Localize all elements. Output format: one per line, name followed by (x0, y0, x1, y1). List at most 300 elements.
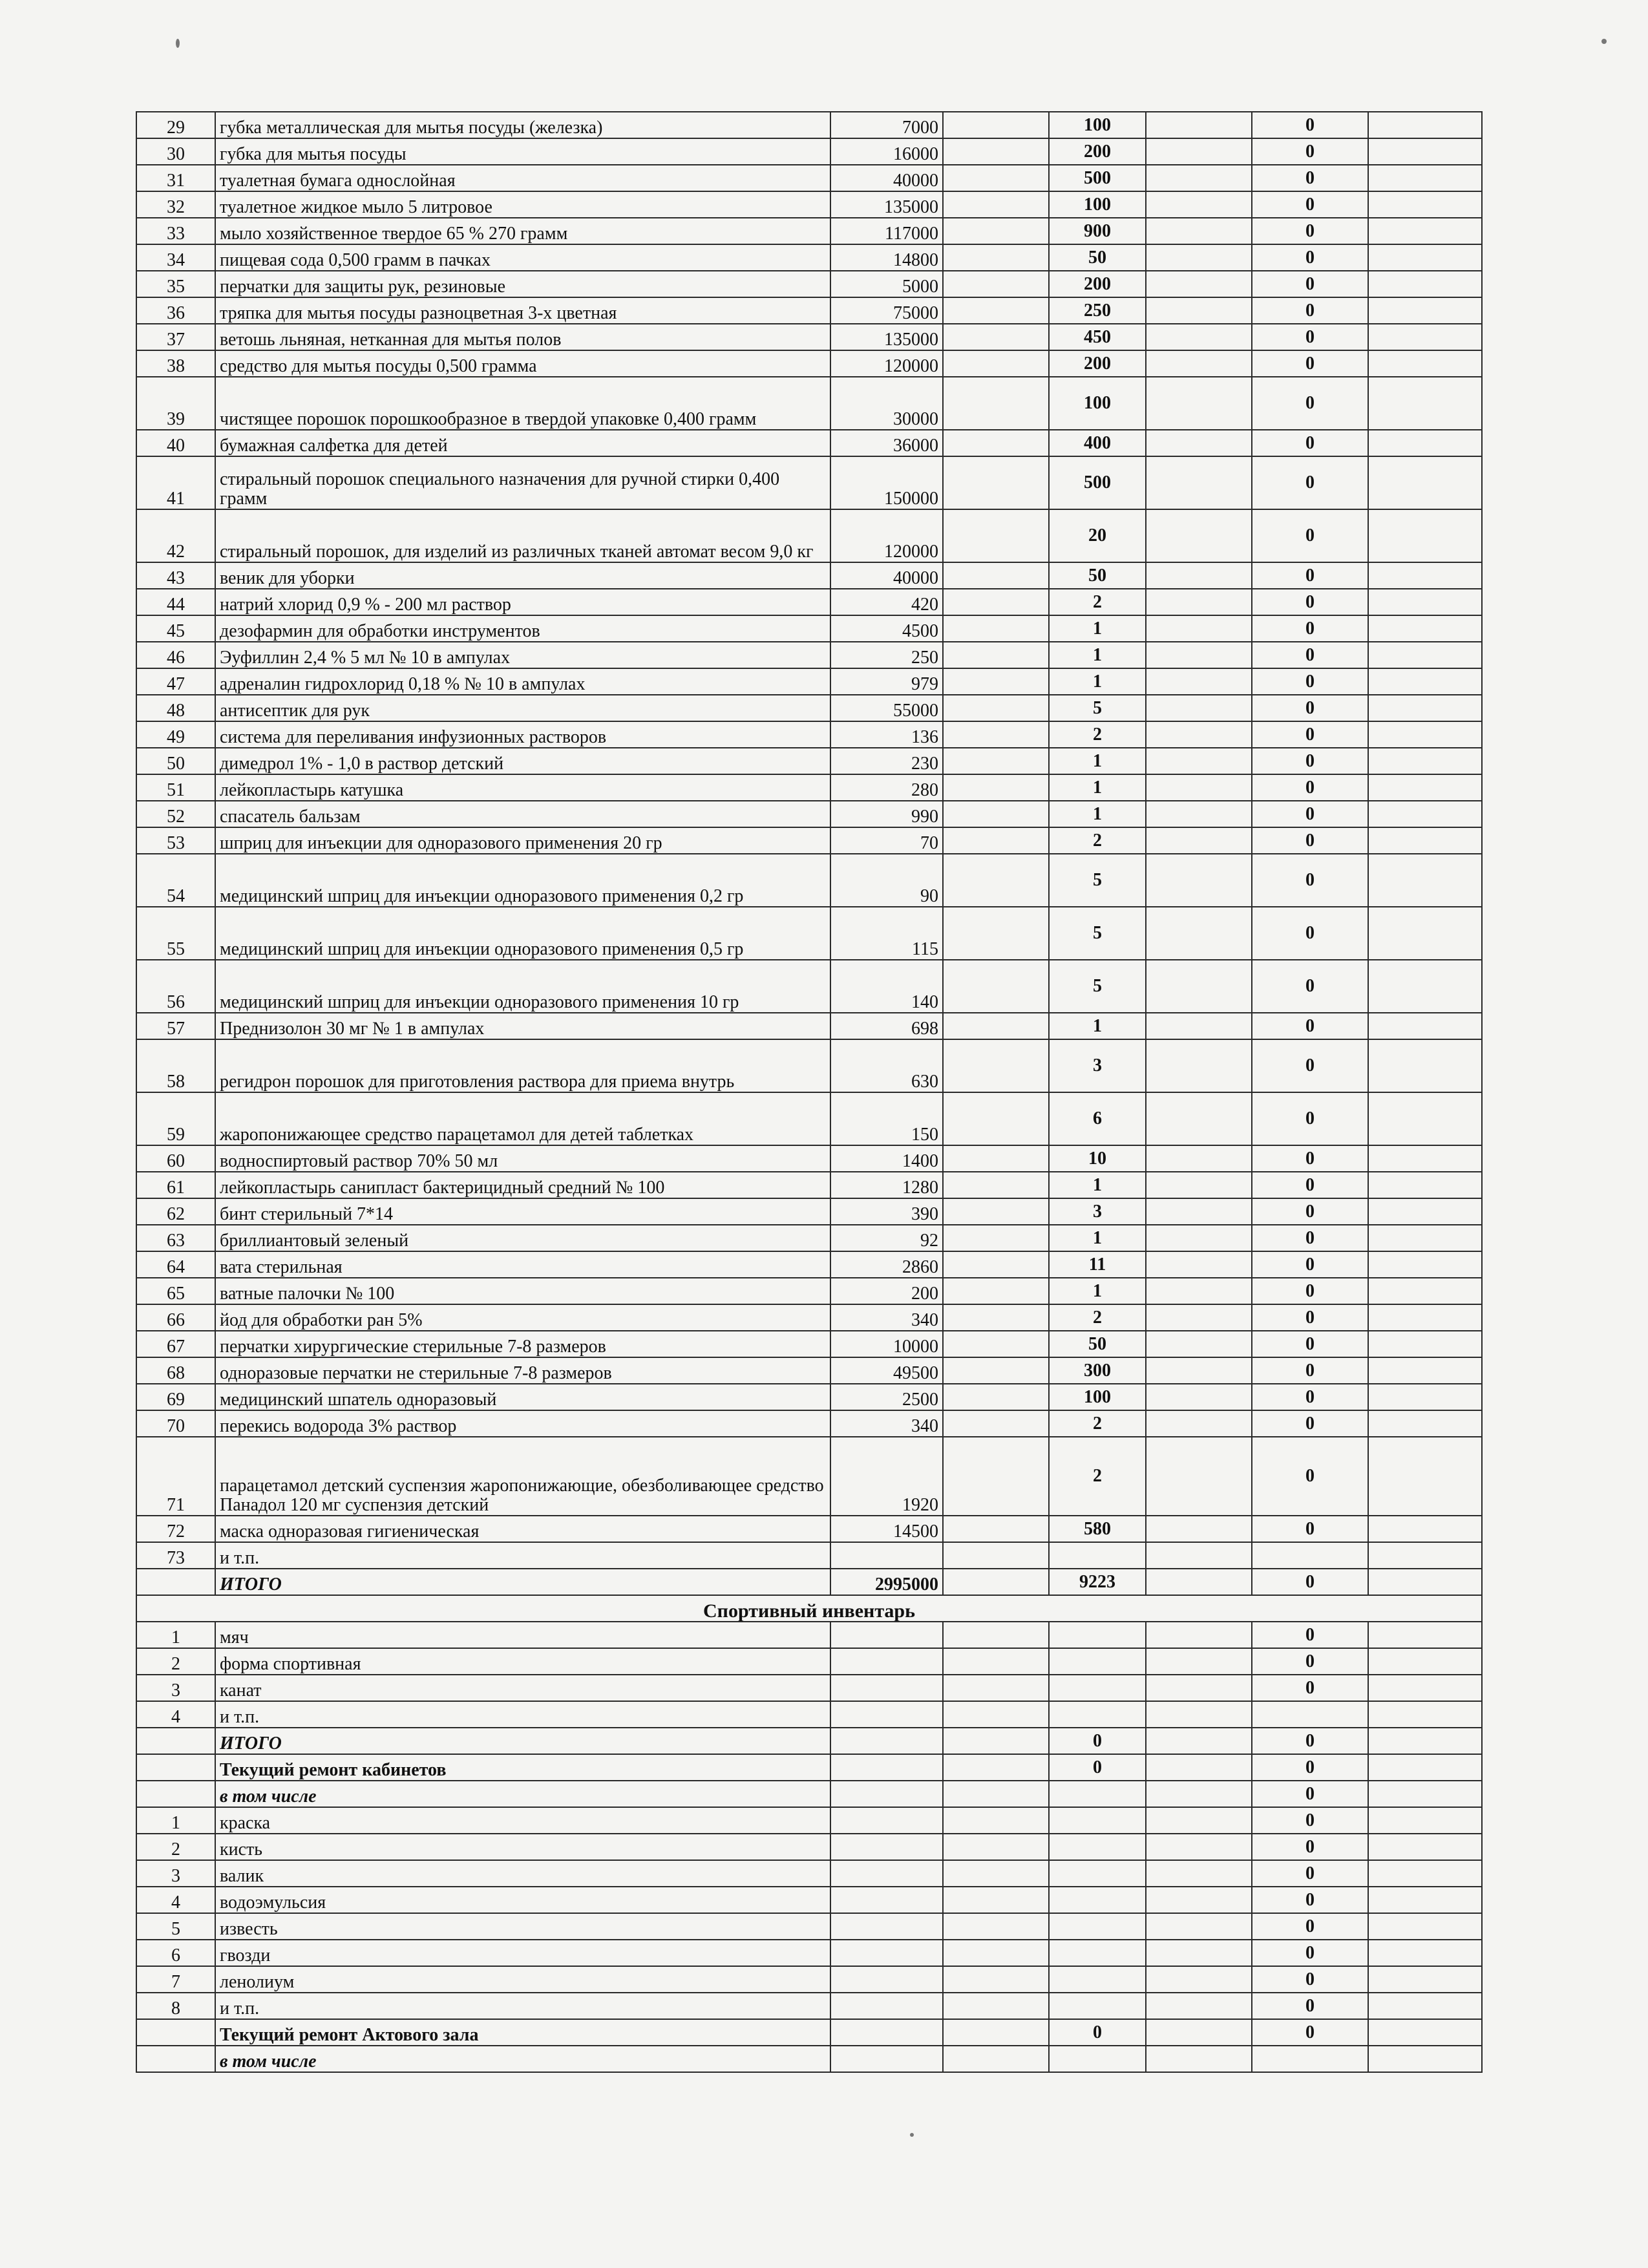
empty-cell (1146, 1781, 1252, 1807)
item-value: 0 (1252, 1807, 1368, 1834)
empty-cell (1146, 1331, 1252, 1357)
empty-cell (1049, 1675, 1146, 1701)
table-row (136, 1675, 1482, 1701)
row-number: 58 (136, 1039, 215, 1092)
empty-cell (943, 1569, 1049, 1595)
empty-cell (1368, 668, 1482, 695)
empty-cell (943, 801, 1049, 827)
table-row (136, 1701, 1482, 1728)
item-value: 0 (1252, 721, 1368, 748)
empty-cell (830, 1913, 943, 1940)
item-quantity: 250 (1049, 297, 1146, 324)
row-number: 38 (136, 350, 215, 377)
row-number: 71 (136, 1437, 215, 1516)
item-value: 0 (1252, 748, 1368, 774)
table-row (136, 827, 1482, 854)
empty-cell (943, 1145, 1049, 1172)
table-row (136, 1278, 1482, 1304)
item-name: система для переливания инфузионных растворов (215, 721, 830, 748)
total-price: 2995000 (830, 1569, 943, 1595)
item-name: кисть (215, 1834, 830, 1860)
empty-cell (943, 138, 1049, 165)
row-number: 51 (136, 774, 215, 801)
item-value: 0 (1252, 1913, 1368, 1940)
item-quantity: 500 (1049, 456, 1146, 509)
row-number: 53 (136, 827, 215, 854)
empty-cell (1368, 1278, 1482, 1304)
item-name: адреналин гидрохлорид 0,18 % № 10 в ампулах (215, 668, 830, 695)
item-name: веник для уборки (215, 562, 830, 589)
item-price: 250 (830, 642, 943, 668)
empty-cell (943, 1013, 1049, 1039)
empty-cell (1368, 1092, 1482, 1145)
item-price: 117000 (830, 218, 943, 244)
table-row (136, 1384, 1482, 1410)
row-number: 2 (136, 1648, 215, 1675)
empty-cell (1049, 1993, 1146, 2019)
empty-cell (943, 589, 1049, 615)
empty-cell (1368, 1622, 1482, 1648)
item-value: 0 (1252, 854, 1368, 907)
item-quantity: 3 (1049, 1039, 1146, 1092)
item-name: антисептик для рук (215, 695, 830, 721)
empty-cell (136, 2019, 215, 2046)
item-value: 0 (1252, 774, 1368, 801)
empty-cell (830, 1781, 943, 1807)
item-quantity: 50 (1049, 1331, 1146, 1357)
table-row (136, 642, 1482, 668)
empty-cell (1146, 138, 1252, 165)
item-name: канат (215, 1675, 830, 1701)
item-value: 0 (1252, 1013, 1368, 1039)
empty-cell (1368, 509, 1482, 562)
empty-cell (943, 377, 1049, 430)
empty-cell (830, 1993, 943, 2019)
empty-cell (943, 297, 1049, 324)
row-number: 39 (136, 377, 215, 430)
item-name: мяч (215, 1622, 830, 1648)
row-number: 59 (136, 1092, 215, 1145)
empty-cell (1146, 430, 1252, 456)
empty-cell (1146, 350, 1252, 377)
item-quantity: 200 (1049, 350, 1146, 377)
empty-cell (1146, 1860, 1252, 1887)
empty-cell (1368, 907, 1482, 960)
item-name: маска одноразовая гигиеническая (215, 1516, 830, 1542)
item-value: 0 (1252, 615, 1368, 642)
item-name: бинт стерильный 7*14 (215, 1198, 830, 1225)
item-quantity: 100 (1049, 112, 1146, 138)
item-quantity: 5 (1049, 854, 1146, 907)
item-price: 200 (830, 1278, 943, 1304)
item-price: 230 (830, 748, 943, 774)
empty-cell (1146, 589, 1252, 615)
empty-cell (1368, 562, 1482, 589)
empty-cell (1146, 297, 1252, 324)
item-name: перчатки хирургические стерильные 7-8 размеров (215, 1331, 830, 1357)
empty-cell (830, 2046, 943, 2072)
empty-cell (1146, 2019, 1252, 2046)
empty-cell (830, 1675, 943, 1701)
empty-cell (1368, 430, 1482, 456)
empty-cell (943, 271, 1049, 297)
item-name: форма спортивная (215, 1648, 830, 1675)
empty-cell (943, 112, 1049, 138)
empty-cell (943, 165, 1049, 191)
empty-cell (1146, 456, 1252, 509)
empty-cell (1146, 1913, 1252, 1940)
empty-cell (1368, 695, 1482, 721)
item-value: 0 (1252, 271, 1368, 297)
item-name: медицинский шприц для инъекции одноразового применения 10 гр (215, 960, 830, 1013)
item-quantity: 50 (1049, 244, 1146, 271)
item-quantity: 20 (1049, 509, 1146, 562)
empty-cell (1146, 191, 1252, 218)
item-quantity: 1 (1049, 1278, 1146, 1304)
empty-cell (1146, 1013, 1252, 1039)
empty-cell (1368, 1013, 1482, 1039)
item-price: 16000 (830, 138, 943, 165)
table-row (136, 165, 1482, 191)
row-number: 72 (136, 1516, 215, 1542)
item-price: 10000 (830, 1331, 943, 1357)
subsection-note (136, 1781, 1482, 1807)
item-value: 0 (1252, 1172, 1368, 1198)
table-row (136, 1993, 1482, 2019)
empty-cell (1368, 642, 1482, 668)
empty-cell (943, 1092, 1049, 1145)
row-number: 57 (136, 1013, 215, 1039)
item-price: 30000 (830, 377, 943, 430)
empty-cell (1146, 907, 1252, 960)
item-quantity: 2 (1049, 721, 1146, 748)
empty-cell (136, 1569, 215, 1595)
item-value: 0 (1252, 1251, 1368, 1278)
empty-cell (943, 2019, 1049, 2046)
table-row (136, 1940, 1482, 1966)
empty-cell (1368, 456, 1482, 509)
empty-cell (1368, 1304, 1482, 1331)
item-value: 0 (1252, 297, 1368, 324)
empty-cell (1146, 1622, 1252, 1648)
empty-cell (1146, 1940, 1252, 1966)
empty-cell (1368, 854, 1482, 907)
empty-cell (943, 1940, 1049, 1966)
row-number: 40 (136, 430, 215, 456)
table-row (136, 1013, 1482, 1039)
item-quantity: 10 (1049, 1145, 1146, 1172)
section-header (136, 1595, 1482, 1622)
item-value: 0 (1252, 218, 1368, 244)
empty-cell (1368, 1172, 1482, 1198)
empty-cell (1368, 1569, 1482, 1595)
item-value: 0 (1252, 642, 1368, 668)
item-price: 40000 (830, 562, 943, 589)
row-number: 67 (136, 1331, 215, 1357)
item-name: ветошь льняная, нетканная для мытья полов (215, 324, 830, 350)
subsection-header (136, 2019, 1482, 2046)
item-name: туалетная бумага однослойная (215, 165, 830, 191)
item-value: 0 (1252, 1198, 1368, 1225)
empty-cell (1146, 1384, 1252, 1410)
item-name: жаропонижающее средство парацетамол для детей таблетках (215, 1092, 830, 1145)
total-quantity: 0 (1049, 1728, 1146, 1754)
empty-cell (1146, 827, 1252, 854)
row-number: 49 (136, 721, 215, 748)
empty-cell (1049, 1860, 1146, 1887)
table-row (136, 244, 1482, 271)
item-value: 0 (1252, 112, 1368, 138)
row-number: 46 (136, 642, 215, 668)
table-row (136, 430, 1482, 456)
empty-cell (1146, 1039, 1252, 1092)
item-quantity: 100 (1049, 1384, 1146, 1410)
item-quantity: 450 (1049, 324, 1146, 350)
empty-cell (943, 1648, 1049, 1675)
item-quantity: 1 (1049, 1172, 1146, 1198)
row-number: 50 (136, 748, 215, 774)
empty-cell (1146, 1251, 1252, 1278)
item-quantity: 900 (1049, 218, 1146, 244)
item-name: водоэмульсия (215, 1887, 830, 1913)
table-row (136, 721, 1482, 748)
item-name: Эуфиллин 2,4 % 5 мл № 10 в ампулах (215, 642, 830, 668)
empty-cell (830, 1648, 943, 1675)
item-quantity: 500 (1049, 165, 1146, 191)
item-quantity: 200 (1049, 271, 1146, 297)
empty-cell (1049, 1701, 1146, 1728)
item-quantity: 1 (1049, 1225, 1146, 1251)
empty-cell (943, 907, 1049, 960)
empty-cell (1368, 297, 1482, 324)
scan-speck (1601, 39, 1607, 44)
empty-cell (830, 1887, 943, 1913)
empty-cell (943, 1701, 1049, 1728)
row-number: 30 (136, 138, 215, 165)
item-value: 0 (1252, 1860, 1368, 1887)
item-price: 90 (830, 854, 943, 907)
empty-cell (1368, 324, 1482, 350)
empty-cell (1146, 165, 1252, 191)
item-value: 0 (1252, 1437, 1368, 1516)
empty-cell (1252, 2046, 1368, 2072)
empty-cell (943, 615, 1049, 642)
empty-cell (136, 2046, 215, 2072)
empty-cell (1368, 801, 1482, 827)
row-number: 73 (136, 1542, 215, 1569)
empty-cell (1368, 377, 1482, 430)
empty-cell (1368, 1145, 1482, 1172)
item-quantity: 2 (1049, 1304, 1146, 1331)
item-value: 0 (1252, 350, 1368, 377)
item-name: лейкопластырь санипласт бактерицидный средний № 100 (215, 1172, 830, 1198)
item-name: туалетное жидкое мыло 5 литровое (215, 191, 830, 218)
row-number: 41 (136, 456, 215, 509)
row-number: 48 (136, 695, 215, 721)
row-number: 4 (136, 1887, 215, 1913)
scan-speck (910, 2133, 914, 2137)
empty-cell (943, 1781, 1049, 1807)
item-name: медицинский шпатель одноразовый (215, 1384, 830, 1410)
item-value: 0 (1252, 1993, 1368, 2019)
empty-cell (1146, 1569, 1252, 1595)
item-value: 0 (1252, 1304, 1368, 1331)
empty-cell (1049, 2046, 1146, 2072)
item-value: 0 (1252, 138, 1368, 165)
table-row (136, 377, 1482, 430)
empty-cell (1146, 721, 1252, 748)
table-row (136, 218, 1482, 244)
item-price: 70 (830, 827, 943, 854)
empty-cell (1368, 1728, 1482, 1754)
item-name: и т.п. (215, 1993, 830, 2019)
item-price: 630 (830, 1039, 943, 1092)
table-row (136, 1913, 1482, 1940)
empty-cell (136, 1781, 215, 1807)
item-quantity: 1 (1049, 615, 1146, 642)
row-number: 3 (136, 1860, 215, 1887)
item-quantity: 1 (1049, 642, 1146, 668)
empty-cell (830, 1966, 943, 1993)
row-number: 61 (136, 1172, 215, 1198)
table-row (136, 1172, 1482, 1198)
row-number: 7 (136, 1966, 215, 1993)
item-price: 2860 (830, 1251, 943, 1278)
empty-cell (1146, 112, 1252, 138)
total-value: 0 (1252, 1728, 1368, 1754)
item-name: бумажная салфетка для детей (215, 430, 830, 456)
empty-cell (830, 1701, 943, 1728)
item-name: вата стерильная (215, 1251, 830, 1278)
empty-cell (943, 1754, 1049, 1781)
empty-cell (1049, 1834, 1146, 1860)
empty-cell (1146, 1198, 1252, 1225)
item-value: 0 (1252, 1648, 1368, 1675)
empty-cell (830, 1728, 943, 1754)
item-price: 280 (830, 774, 943, 801)
empty-cell (1368, 112, 1482, 138)
empty-cell (943, 1304, 1049, 1331)
subsection-title: Текущий ремонт Актового зала (215, 2019, 830, 2046)
row-number: 66 (136, 1304, 215, 1331)
item-name: валик (215, 1860, 830, 1887)
item-price: 115 (830, 907, 943, 960)
empty-cell (1368, 1225, 1482, 1251)
item-price: 4500 (830, 615, 943, 642)
row-number: 69 (136, 1384, 215, 1410)
row-number: 47 (136, 668, 215, 695)
item-price: 1400 (830, 1145, 943, 1172)
row-number: 55 (136, 907, 215, 960)
empty-cell (1368, 1754, 1482, 1781)
empty-cell (1368, 218, 1482, 244)
table-row (136, 509, 1482, 562)
item-value: 0 (1252, 430, 1368, 456)
item-name: губка для мытья посуды (215, 138, 830, 165)
empty-cell (1146, 271, 1252, 297)
row-number: 29 (136, 112, 215, 138)
empty-cell (1146, 695, 1252, 721)
row-number: 2 (136, 1834, 215, 1860)
item-quantity: 6 (1049, 1092, 1146, 1145)
section-title: Спортивный инвентарь (136, 1595, 1482, 1622)
empty-cell (1146, 1807, 1252, 1834)
item-value: 0 (1252, 1384, 1368, 1410)
row-number: 31 (136, 165, 215, 191)
item-value: 0 (1252, 1410, 1368, 1437)
empty-cell (1146, 1754, 1252, 1781)
item-quantity: 300 (1049, 1357, 1146, 1384)
row-number: 42 (136, 509, 215, 562)
empty-cell (1049, 1940, 1146, 1966)
table-row (136, 695, 1482, 721)
empty-cell (830, 1834, 943, 1860)
item-name: известь (215, 1913, 830, 1940)
empty-cell (1368, 191, 1482, 218)
empty-cell (1146, 2046, 1252, 2072)
table-row (136, 1887, 1482, 1913)
empty-cell (943, 721, 1049, 748)
item-name: натрий хлорид 0,9 % - 200 мл раствор (215, 589, 830, 615)
empty-cell (1146, 1728, 1252, 1754)
budget-table (136, 111, 1483, 2073)
item-price: 150 (830, 1092, 943, 1145)
row-number: 65 (136, 1278, 215, 1304)
empty-cell (943, 191, 1049, 218)
total-label: ИТОГО (215, 1728, 830, 1754)
item-name: лейкопластырь катушка (215, 774, 830, 801)
empty-cell (1368, 1331, 1482, 1357)
item-name: пищевая сода 0,500 грамм в пачках (215, 244, 830, 271)
empty-cell (1049, 1807, 1146, 1834)
item-price: 120000 (830, 350, 943, 377)
empty-cell (1146, 854, 1252, 907)
row-number: 63 (136, 1225, 215, 1251)
empty-cell (1049, 1648, 1146, 1675)
item-price: 7000 (830, 112, 943, 138)
item-name: мыло хозяйственное твердое 65 % 270 грамм (215, 218, 830, 244)
item-price: 135000 (830, 191, 943, 218)
table-row (136, 191, 1482, 218)
empty-cell (943, 1542, 1049, 1569)
item-name: шприц для инъекции для одноразового применения 20 гр (215, 827, 830, 854)
table-row (136, 801, 1482, 827)
table-row (136, 1437, 1482, 1516)
item-quantity: 580 (1049, 1516, 1146, 1542)
table-row (136, 1622, 1482, 1648)
table-row (136, 1251, 1482, 1278)
empty-cell (1146, 774, 1252, 801)
empty-cell (830, 1940, 943, 1966)
table-row (136, 138, 1482, 165)
item-value: 0 (1252, 244, 1368, 271)
empty-cell (943, 2046, 1049, 2072)
subsection-value: 0 (1252, 1754, 1368, 1781)
table-row (136, 324, 1482, 350)
table-row (136, 1516, 1482, 1542)
empty-cell (1146, 562, 1252, 589)
empty-cell (1368, 1966, 1482, 1993)
empty-cell (943, 642, 1049, 668)
item-value: 0 (1252, 1357, 1368, 1384)
empty-cell (1368, 748, 1482, 774)
empty-cell (943, 562, 1049, 589)
row-number: 68 (136, 1357, 215, 1384)
subsection-value: 0 (1252, 2019, 1368, 2046)
empty-cell (943, 1251, 1049, 1278)
empty-cell (1146, 668, 1252, 695)
empty-cell (1146, 801, 1252, 827)
